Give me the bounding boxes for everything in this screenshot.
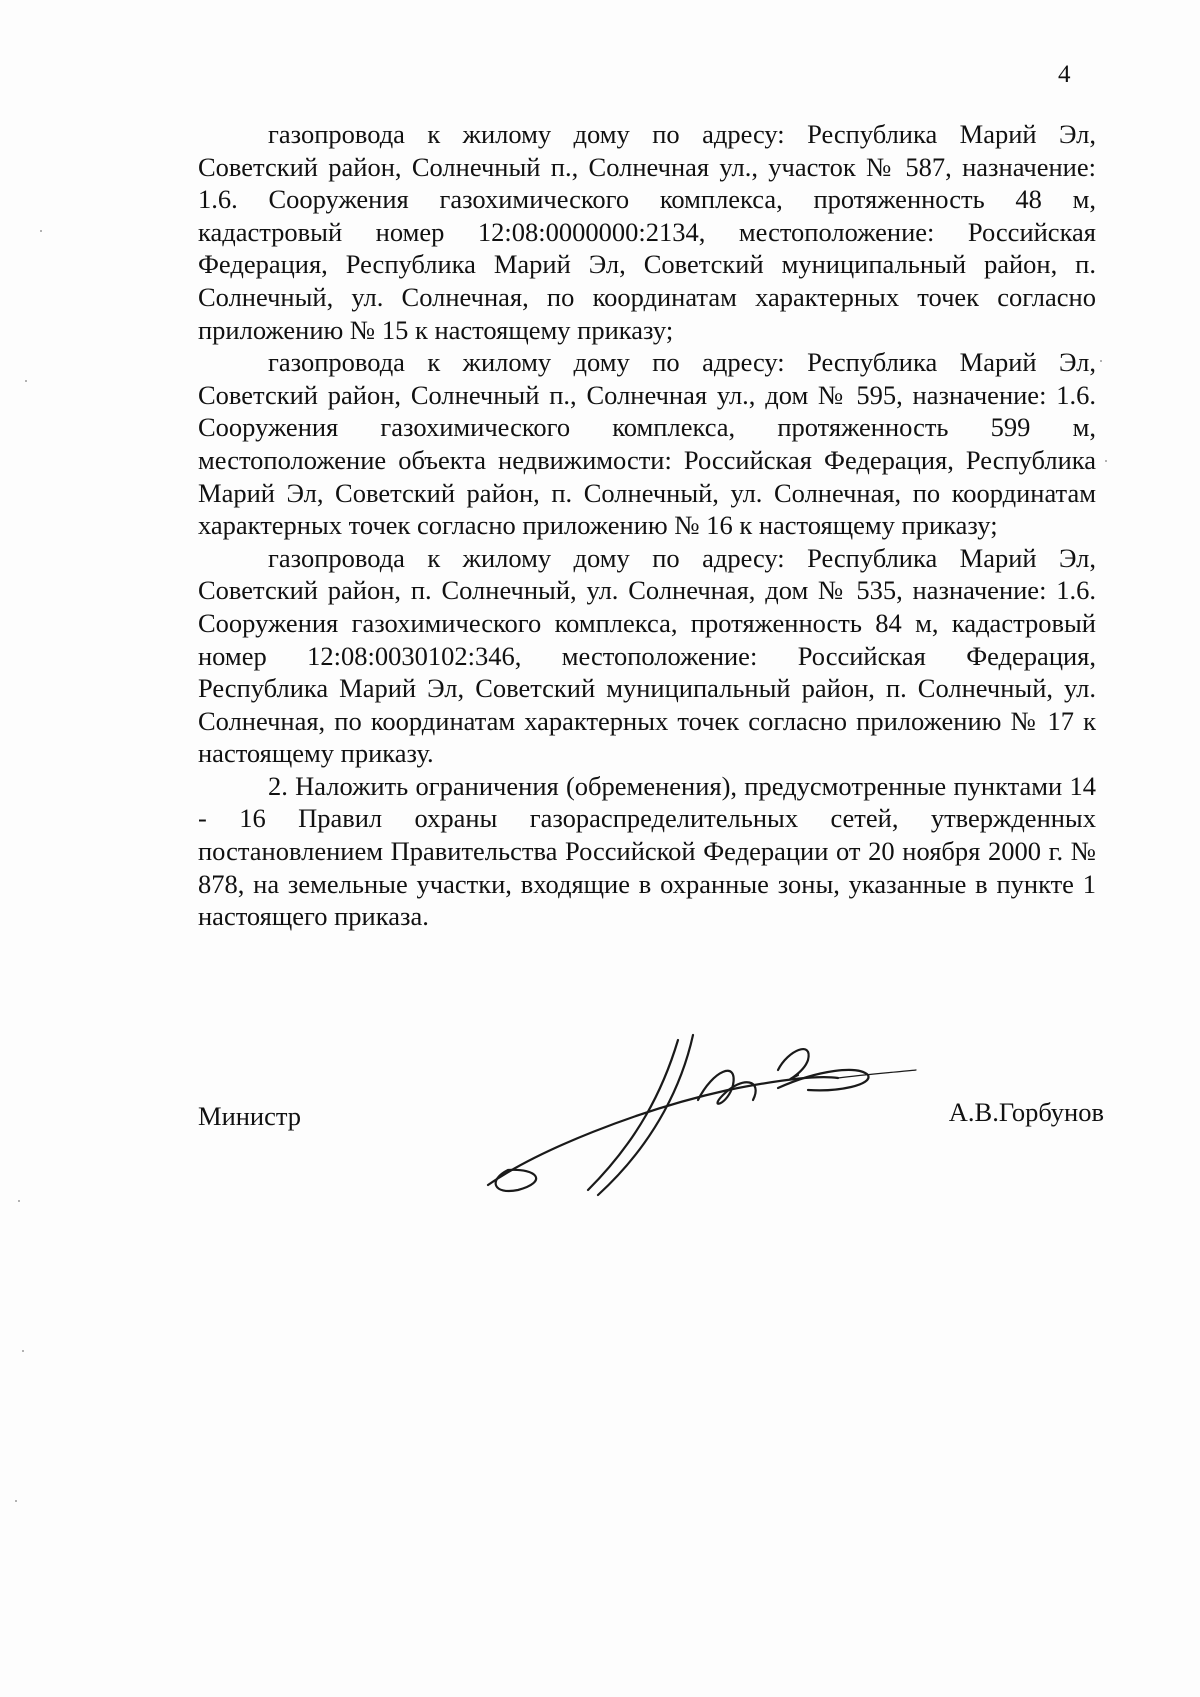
scan-speck [18, 1200, 20, 1202]
paragraph-gas-pipeline-595: газопровода к жилому дому по адресу: Республика Марий Эл, Советский район, Солнечный п., Солнечная ул., дом № 595, назначение: 1.6. Сооружения газохимического комплекса, протяженность 599 м, местоположение объекта недвижимости: Российская Федерация, Республика Марий Эл, Советский район, п. Солнечный, ул. Солнечная, по координатам характерных точек согласно приложению № 16 к настоящему приказу; [198, 347, 1096, 541]
signer-name: А.В.Горбунов [948, 1097, 1104, 1127]
scan-speck [15, 1500, 17, 1502]
scan-speck [25, 380, 27, 382]
page-number: 4 [1058, 61, 1071, 88]
paragraph-gas-pipeline-587: газопровода к жилому дому по адресу: Республика Марий Эл, Советский район, Солнечный п., Солнечная ул., участок № 587, назначение: 1.6. Сооружения газохимического комплекса, протяженность 48 м, кадастровый номер 12:08:0000000:2134, местоположение: Российская Федерация, Республика Марий Эл, Советский муниципальный район, п. Солнечный, ул. Солнечная, по координатам характерных точек согласно приложению № 15 к настоящему приказу; [198, 119, 1096, 345]
handwritten-signature [478, 1030, 918, 1200]
scan-speck [1100, 360, 1102, 362]
signer-role: Министр [198, 1101, 302, 1131]
scan-speck [40, 230, 42, 232]
scan-speck [1105, 460, 1107, 462]
paragraph-restrictions: 2. Наложить ограничения (обременения), предусмотренные пунктами 14 - 16 Правил охраны газораспределительных сетей, утвержденных постановлением Правительства Российской Федерации от 20 ноября 2000 г. № 878, на земельные участки, входящие в охранные зоны, указанные в пункте 1 настоящего приказа. [198, 770, 1096, 932]
paragraph-gas-pipeline-535: газопровода к жилому дому по адресу: Республика Марий Эл, Советский район, п. Солнечный, ул. Солнечная, дом № 535, назначение: 1.6. Сооружения газохимического комплекса, протяженность 84 м, кадастровый номер 12:08:0030102:346, местоположение: Российская Федерация, Республика Марий Эл, Советский муниципальный район, п. Солнечный, ул. Солнечная, по координатам характерных точек согласно приложению № 17 к настоящему приказу. [198, 542, 1096, 769]
document-body [198, 118, 1096, 933]
scan-speck [22, 1350, 24, 1352]
signature-block [198, 1030, 1104, 1220]
